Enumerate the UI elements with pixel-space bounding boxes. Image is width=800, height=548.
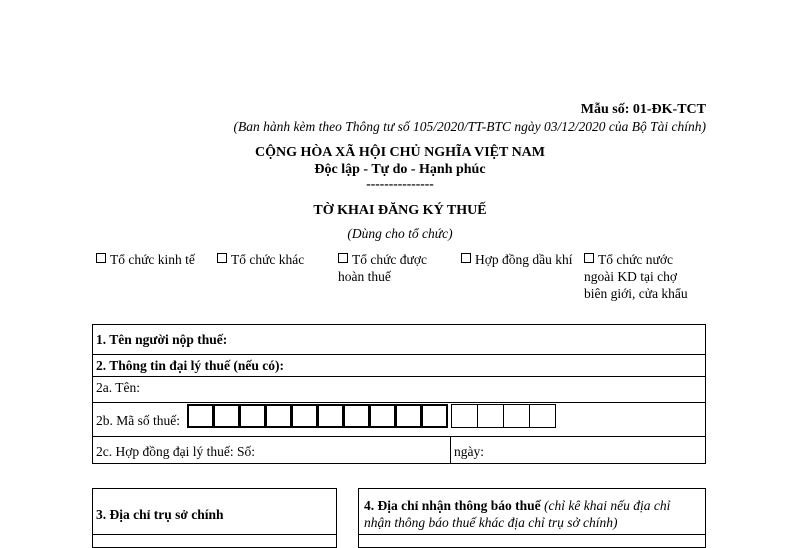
motto-separator: --------------- bbox=[366, 176, 434, 191]
notice-address-note-line2: nhận thông báo thuế khác địa chỉ trụ sở chính) bbox=[364, 515, 618, 530]
checkbox-icon[interactable] bbox=[217, 253, 227, 263]
agent-name-row[interactable] bbox=[93, 376, 705, 402]
tax-code-digit-box[interactable] bbox=[477, 404, 504, 428]
option-foreign-border-business[interactable] bbox=[584, 251, 688, 302]
head-office-address-box[interactable] bbox=[92, 488, 337, 548]
agent-info-label: 2. Thông tin đại lý thuế (nếu có): bbox=[96, 358, 285, 373]
option-label: Tổ chức kinh tế bbox=[110, 252, 195, 267]
form-title: TỜ KHAI ĐĂNG KÝ THUẾ bbox=[313, 203, 487, 218]
taxpayer-name-label: 1. Tên người nộp thuế: bbox=[96, 332, 228, 347]
agent-name-label: 2a. Tên: bbox=[96, 380, 140, 395]
country-name: CỘNG HÒA XÃ HỘI CHỦ NGHĨA VIỆT NAM bbox=[254, 145, 545, 160]
tax-code-digit-box[interactable] bbox=[503, 404, 530, 428]
option-label: Tổ chức khác bbox=[231, 252, 305, 267]
tax-code-boxes[interactable] bbox=[188, 404, 556, 428]
notice-address-note: (chỉ kê khai nếu địa chỉ bbox=[544, 498, 671, 513]
notice-address-label: 4. Địa chỉ nhận thông báo thuế bbox=[364, 498, 541, 513]
option-label: Tổ chức được bbox=[352, 252, 427, 267]
agent-info-table bbox=[92, 324, 706, 464]
checkbox-icon[interactable] bbox=[461, 253, 471, 263]
tax-code-digit-box[interactable] bbox=[265, 404, 292, 428]
national-motto: Độc lập - Tự do - Hạnh phúc bbox=[314, 162, 486, 177]
tax-code-digit-box[interactable] bbox=[451, 404, 478, 428]
option-other-organization[interactable] bbox=[217, 251, 304, 268]
tax-code-digit-box[interactable] bbox=[239, 404, 266, 428]
option-label-line2: hoàn thuế bbox=[338, 269, 391, 284]
form-subtitle: (Dùng cho tổ chức) bbox=[347, 226, 453, 241]
tax-code-digit-box[interactable] bbox=[395, 404, 422, 428]
checkbox-icon[interactable] bbox=[338, 253, 348, 263]
notice-address-box[interactable] bbox=[358, 488, 706, 548]
option-oil-gas-contract[interactable] bbox=[461, 251, 573, 268]
tax-code-digit-box[interactable] bbox=[421, 404, 448, 428]
head-office-address-label: 3. Địa chỉ trụ sở chính bbox=[96, 507, 224, 522]
tax-code-digit-box[interactable] bbox=[213, 404, 240, 428]
taxpayer-name-row[interactable] bbox=[93, 325, 705, 354]
issued-by-note: (Ban hành kèm theo Thông tư số 105/2020/TT-BTC ngày 03/12/2020 của Bộ Tài chính) bbox=[233, 119, 706, 134]
tax-code-digit-box[interactable] bbox=[187, 404, 214, 428]
notice-address-heading bbox=[364, 497, 704, 531]
agent-tax-code-label: 2b. Mã số thuế: bbox=[96, 413, 180, 428]
divider bbox=[359, 534, 705, 535]
tax-code-digit-box[interactable] bbox=[291, 404, 318, 428]
agent-contract-label: 2c. Hợp đồng đại lý thuế: Số: bbox=[96, 444, 256, 459]
tax-code-digit-box[interactable] bbox=[529, 404, 556, 428]
tax-code-digit-box[interactable] bbox=[343, 404, 370, 428]
option-label: Tổ chức nước bbox=[598, 252, 673, 267]
agent-contract-date-label: ngày: bbox=[454, 444, 484, 459]
option-economic-organization[interactable] bbox=[96, 251, 195, 268]
option-label-line2: ngoài KD tại chợ bbox=[584, 269, 677, 284]
option-label: Hợp đồng dầu khí bbox=[475, 252, 573, 267]
agent-info-row bbox=[93, 354, 705, 376]
checkbox-icon[interactable] bbox=[96, 253, 106, 263]
divider bbox=[93, 534, 336, 535]
form-code: Mẫu số: 01-ĐK-TCT bbox=[580, 102, 706, 117]
tax-code-digit-box[interactable] bbox=[369, 404, 396, 428]
agent-tax-code-row bbox=[93, 402, 705, 436]
option-label-line3: biên giới, cửa khẩu bbox=[584, 286, 688, 301]
checkbox-icon[interactable] bbox=[584, 253, 594, 263]
tax-code-digit-box[interactable] bbox=[317, 404, 344, 428]
agent-contract-row[interactable] bbox=[93, 436, 705, 463]
contract-divider bbox=[450, 437, 451, 463]
option-refund-organization[interactable] bbox=[338, 251, 427, 285]
